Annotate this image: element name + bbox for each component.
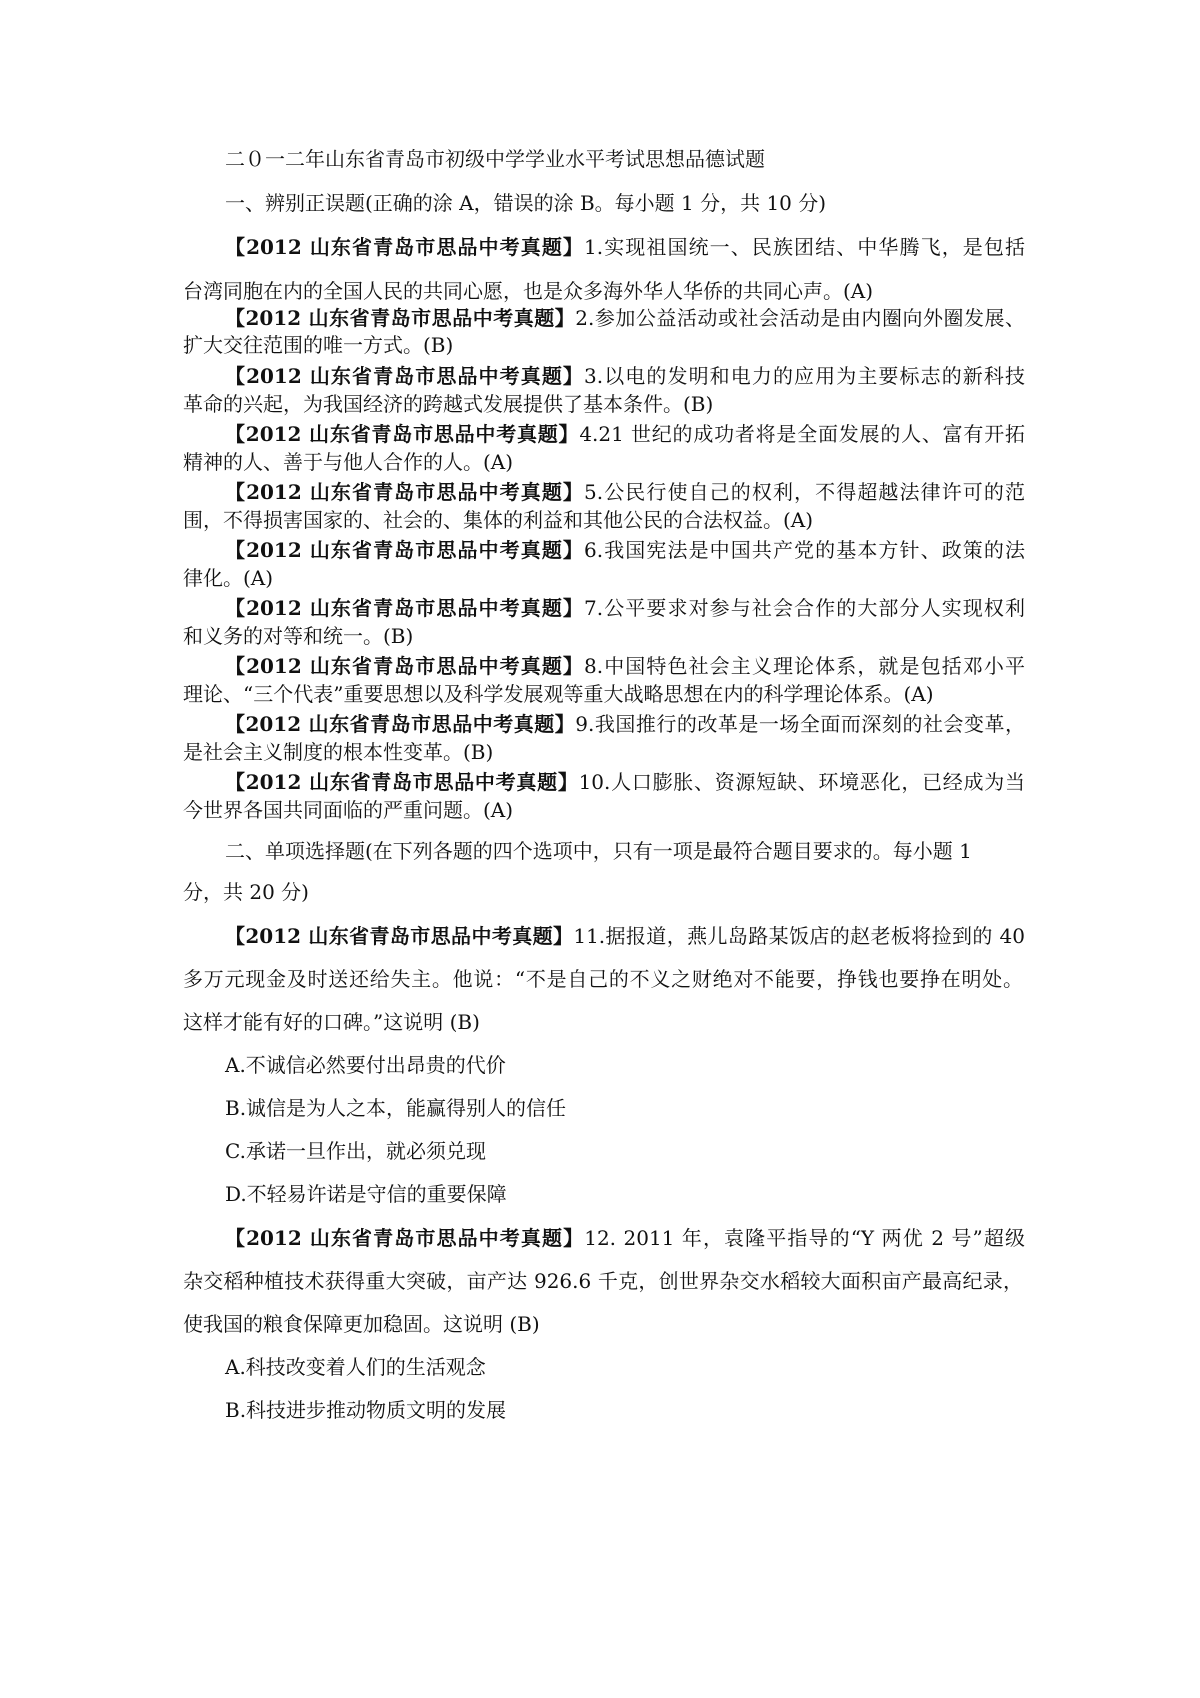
- question-12: [225, 1225, 1025, 1251]
- source-tag: 【2012 山东省青岛市思品中考真题】: [225, 924, 574, 948]
- question-text: 8.中国特色社会主义理论体系，就是包括邓小平: [584, 654, 1025, 678]
- section2-heading-continued: 分，共 20 分): [183, 880, 309, 904]
- question-8: [225, 653, 1025, 679]
- section1-heading: 一、辨别正误题(正确的涂 A，错误的涂 B。每小题 1 分，共 10 分): [225, 191, 827, 215]
- question-9-continued: 是社会主义制度的根本性变革。(B): [183, 740, 494, 764]
- question-text: 4.21 世纪的成功者将是全面发展的人、富有开拓: [579, 422, 1025, 446]
- question-11-option-a: A.不诚信必然要付出昂贵的代价: [225, 1053, 506, 1077]
- question-4-continued: 精神的人、善于与他人合作的人。(A): [183, 450, 514, 474]
- question-8-continued: 理论、“三个代表”重要思想以及科学发展观等重大战略思想在内的科学理论体系。(A): [183, 682, 934, 706]
- question-12-option-a: A.科技改变着人们的生活观念: [225, 1355, 486, 1379]
- question-4: [225, 421, 1025, 447]
- question-text: 9.我国推行的改革是一场全面而深刻的社会变革，: [575, 712, 1025, 736]
- question-3-continued: 革命的兴起，为我国经济的跨越式发展提供了基本条件。(B): [183, 392, 714, 416]
- question-text: 11.据报道，燕儿岛路某饭店的赵老板将捡到的 40: [573, 924, 1025, 948]
- question-12-continued-2: 使我国的粮食保障更加稳固。这说明 (B): [183, 1312, 540, 1336]
- question-12-continued: 杂交稻种植技术获得重大突破，亩产达 926.6 千克，创世界杂交水稻较大面积亩产最高纪录，: [183, 1269, 1023, 1293]
- question-6-continued: 律化。(A): [183, 566, 274, 590]
- question-10-continued: 今世界各国共同面临的严重问题。(A): [183, 798, 514, 822]
- source-tag: 【2012 山东省青岛市思品中考真题】: [225, 480, 585, 504]
- source-tag: 【2012 山东省青岛市思品中考真题】: [225, 770, 579, 794]
- question-5-continued: 围，不得损害国家的、社会的、集体的利益和其他公民的合法权益。(A): [183, 508, 814, 532]
- section2-heading: 二、单项选择题(在下列各题的四个选项中，只有一项是最符合题目要求的。每小题 1: [225, 839, 972, 863]
- question-7-continued: 和义务的对等和统一。(B): [183, 624, 414, 648]
- question-text: 6.我国宪法是中国共产党的基本方针、政策的法: [584, 538, 1025, 562]
- question-text: 12. 2011 年，袁隆平指导的“Y 两优 2 号”超级: [584, 1226, 1025, 1250]
- question-text: 10.人口膨胀、资源短缺、环境恶化，已经成为当: [578, 770, 1025, 794]
- source-tag: 【2012 山东省青岛市思品中考真题】: [225, 422, 580, 446]
- source-tag: 【2012 山东省青岛市思品中考真题】: [225, 364, 585, 388]
- question-10: [225, 769, 1025, 795]
- question-11-option-b: B.诚信是为人之本，能赢得别人的信任: [225, 1096, 567, 1120]
- question-11-option-c: C.承诺一旦作出，就必须兑现: [225, 1139, 486, 1163]
- source-tag: 【2012 山东省青岛市思品中考真题】: [225, 712, 576, 736]
- question-1-continued: 台湾同胞在内的全国人民的共同心愿，也是众多海外华人华侨的共同心声。(A): [183, 279, 874, 303]
- source-tag: 【2012 山东省青岛市思品中考真题】: [225, 654, 585, 678]
- exam-title: 二０一二年山东省青岛市初级中学学业水平考试思想品德试题: [225, 147, 765, 171]
- question-11-continued: 多万元现金及时送还给失主。他说：“不是自己的不义之财绝对不能要，挣钱也要挣在明处。: [183, 967, 1023, 991]
- source-tag: 【2012 山东省青岛市思品中考真题】: [225, 235, 585, 259]
- question-11-option-d: D.不轻易许诺是守信的重要保障: [225, 1182, 507, 1206]
- question-7: [225, 595, 1025, 621]
- question-5: [225, 479, 1025, 505]
- source-tag: 【2012 山东省青岛市思品中考真题】: [225, 538, 585, 562]
- question-9: [225, 711, 1025, 737]
- question-6: [225, 537, 1025, 563]
- question-text: 3.以电的发明和电力的应用为主要标志的新科技: [584, 364, 1025, 388]
- question-12-option-b: B.科技进步推动物质文明的发展: [225, 1398, 507, 1422]
- question-3: [225, 363, 1025, 389]
- question-text: 1.实现祖国统一、民族团结、中华腾飞，是包括: [584, 235, 1025, 259]
- source-tag: 【2012 山东省青岛市思品中考真题】: [225, 596, 585, 620]
- source-tag: 【2012 山东省青岛市思品中考真题】: [225, 306, 576, 330]
- question-11-continued-2: 这样才能有好的口碑。”这说明 (B): [183, 1010, 480, 1034]
- question-11: [225, 923, 1025, 949]
- question-2: [225, 305, 1025, 331]
- question-text: 2.参加公益活动或社会活动是由内圈向外圈发展、: [575, 306, 1025, 330]
- question-2-continued: 扩大交往范围的唯一方式。(B): [183, 333, 454, 357]
- source-tag: 【2012 山东省青岛市思品中考真题】: [225, 1226, 585, 1250]
- question-text: 5.公民行使自己的权利，不得超越法律许可的范: [584, 480, 1025, 504]
- question-1: [225, 234, 1025, 260]
- question-text: 7.公平要求对参与社会合作的大部分人实现权利: [584, 596, 1025, 620]
